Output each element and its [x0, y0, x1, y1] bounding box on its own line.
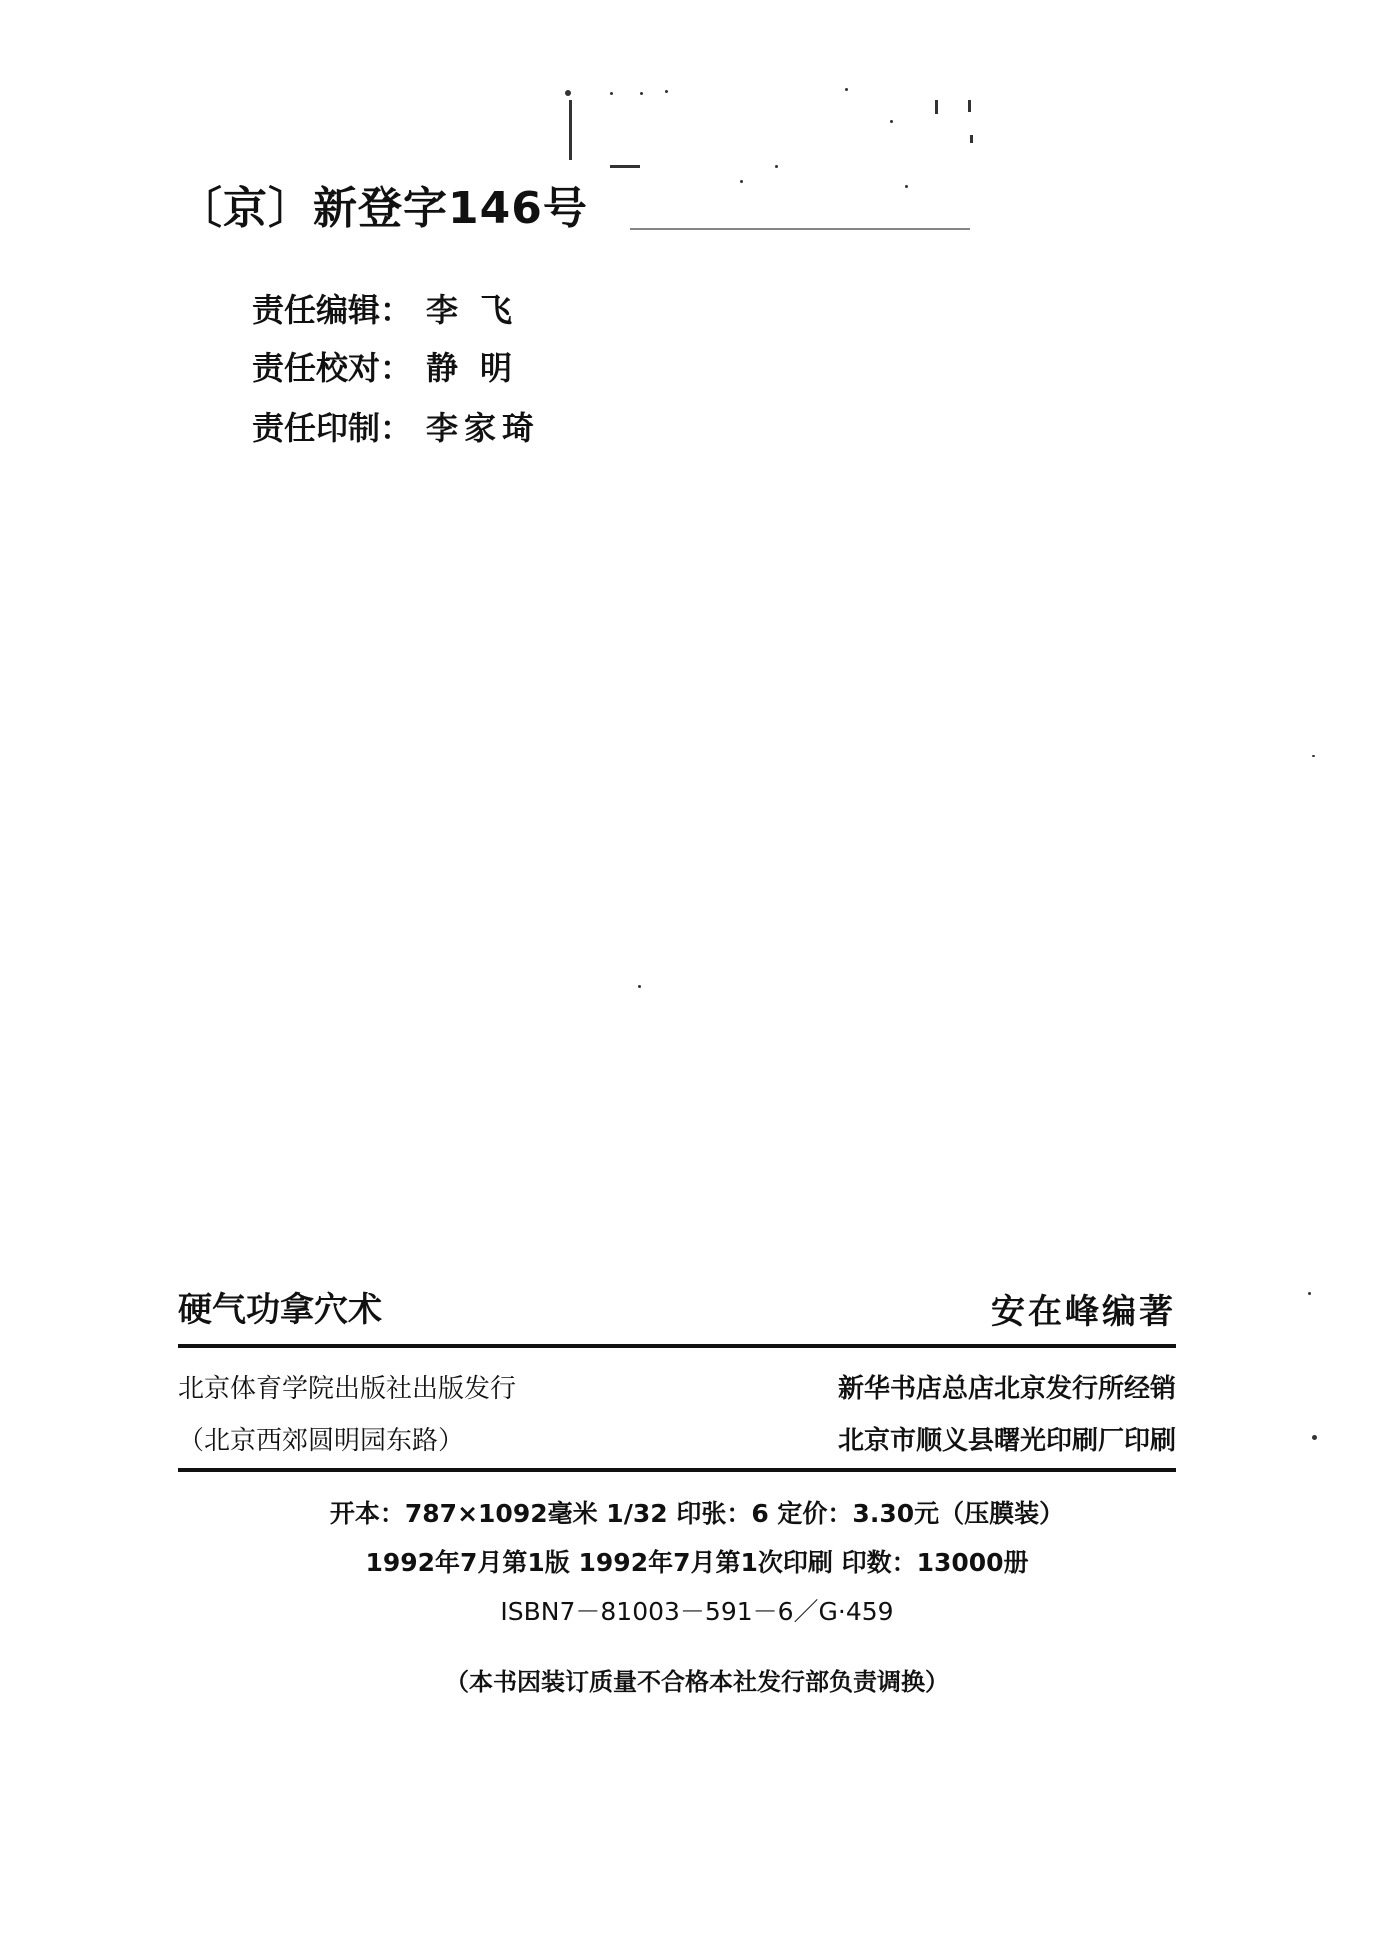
- edition-info: 1992年7月第1版 1992年7月第1次印刷 印数：13000册: [365, 1548, 1029, 1577]
- book-title: 硬气功拿穴术: [178, 1290, 382, 1330]
- credit-value: 李家琦: [426, 409, 541, 447]
- credit-label: 责任校对：: [252, 349, 413, 387]
- format-and-price: 开本：787×1092毫米 1/32 印张：6 定价：3.30元（压膜装）: [329, 1499, 1065, 1528]
- credit-line-proofreader: [252, 343, 534, 389]
- printer: 北京市顺义县曙光印刷厂印刷: [837, 1426, 1176, 1456]
- credit-label: 责任编辑：: [252, 291, 413, 329]
- divider-top: [178, 1344, 1176, 1348]
- credit-line-editor: [252, 285, 534, 331]
- divider-bottom: [178, 1468, 1176, 1472]
- credit-value: 李飞: [426, 291, 535, 329]
- quality-notice: （本书因装订质量不合格本社发行部负责调换）: [445, 1668, 949, 1696]
- isbn: ISBN7－81003－591－6／G·459: [500, 1597, 894, 1626]
- publisher-address: （北京西郊圆明园东路）: [178, 1426, 465, 1456]
- credit-label: 责任印制：: [252, 409, 413, 447]
- distributor: 新华书店总店北京发行所经销: [837, 1374, 1176, 1404]
- book-author: 安在峰编著: [991, 1292, 1176, 1332]
- credit-value: 静明: [426, 349, 535, 387]
- credit-line-printing: [252, 403, 540, 449]
- registration-number: 〔京〕新登字146号: [178, 183, 588, 234]
- publisher-name: 北京体育学院出版社出版发行: [178, 1374, 517, 1404]
